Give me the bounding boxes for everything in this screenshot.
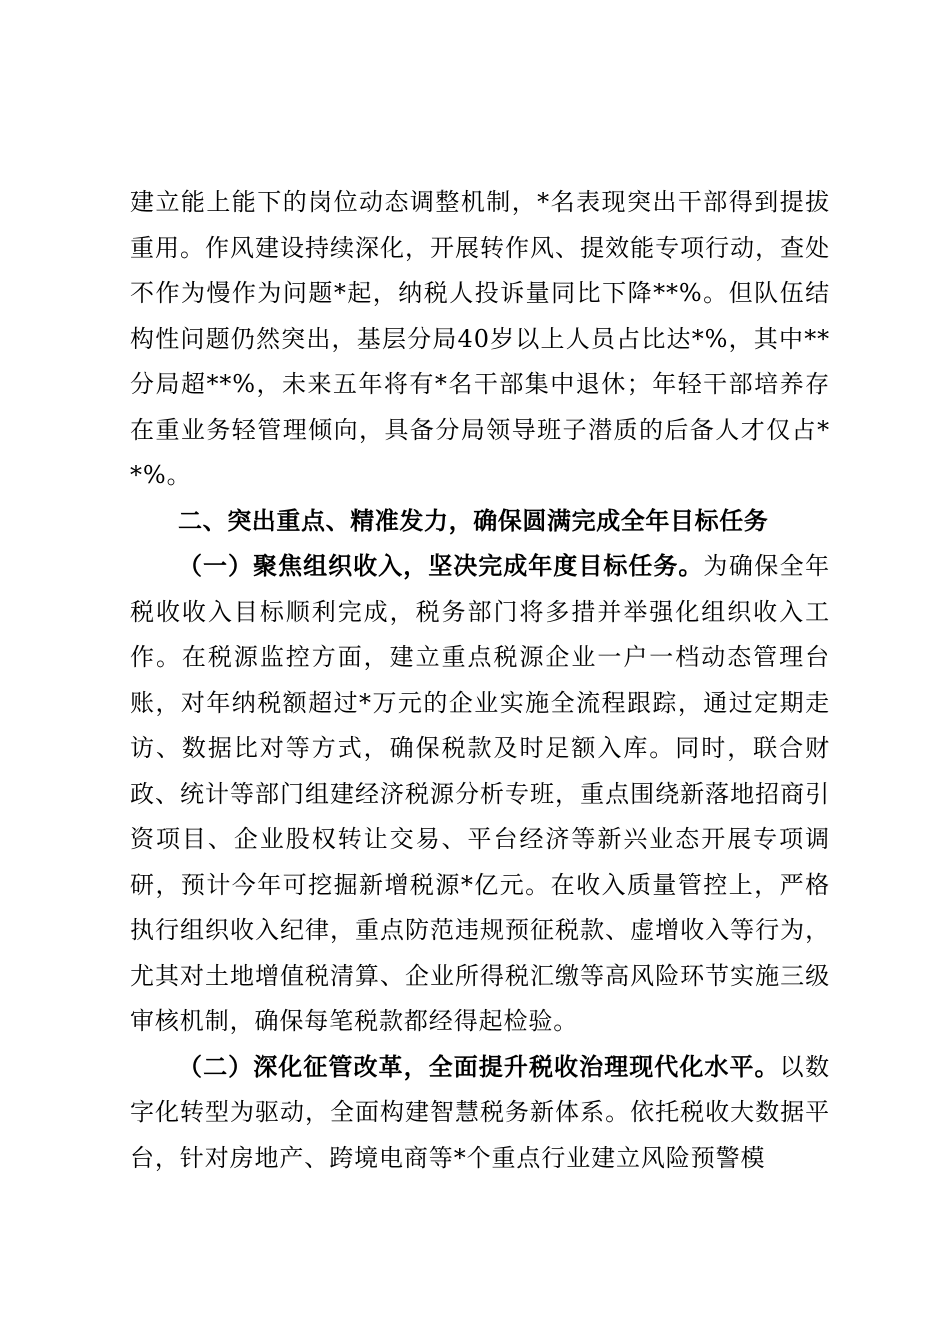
item-2-body: 以数字化转型为驱动，全面构建智慧税务新体系。依托税收大数据平台，针对房地产、跨境电商等*个重点行业建立风险预警模 bbox=[130, 1052, 830, 1172]
section-heading-text: 二、突出重点、精准发力，确保圆满完成全年目标任务 bbox=[178, 506, 769, 535]
item-1-body: 为确保全年税收收入目标顺利完成，税务部门将多措并举强化组织收入工作。在税源监控方面，建立重点税源企业一户一档动态管理台账，对年纳税额超过*万元的企业实施全流程跟踪，通过定期走访、数据比对等方式，确保税款及时足额入库。同时，联合财政、统计等部门组建经济税源分析专班，重点围绕新落地招商引资项目、企业股权转让交易、平台经济等新兴业态开展专项调研，预计今年可挖掘新增税源*亿元。在收入质量管控上，严格执行组织收入纪律，重点防范违规预征税款、虚增收入等行为，尤其对土地增值税清算、企业所得税汇缴等高风险环节实施三级审核机制，确保每笔税款都经得起检验。 bbox=[130, 552, 831, 1035]
item-2-lead: （二）深化征管改革，全面提升税收治理现代化水平。 bbox=[178, 1052, 780, 1081]
paragraph-continuation bbox=[130, 180, 830, 499]
document-body bbox=[130, 180, 830, 1181]
paragraph-continuation-text: 建立能上能下的岗位动态调整机制，*名表现突出干部得到提拔重用。作风建设持续深化，开展转作风、提效能专项行动，查处不作为慢作为问题*起，纳税人投诉量同比下降**%。但队伍结构性问题仍然突出，基层分局40岁以上人员占比达*%，其中**分局超**%，未来五年将有*名干部集中退休；年轻干部培养存在重业务轻管理倾向，具备分局领导班子潜质的后备人才仅占**%。 bbox=[130, 188, 830, 489]
paragraph-item-2 bbox=[130, 1045, 830, 1182]
item-1-lead: （一）聚焦组织收入，坚决完成年度目标任务。 bbox=[178, 552, 704, 580]
paragraph-item-1 bbox=[130, 544, 830, 1045]
section-heading bbox=[130, 499, 830, 545]
